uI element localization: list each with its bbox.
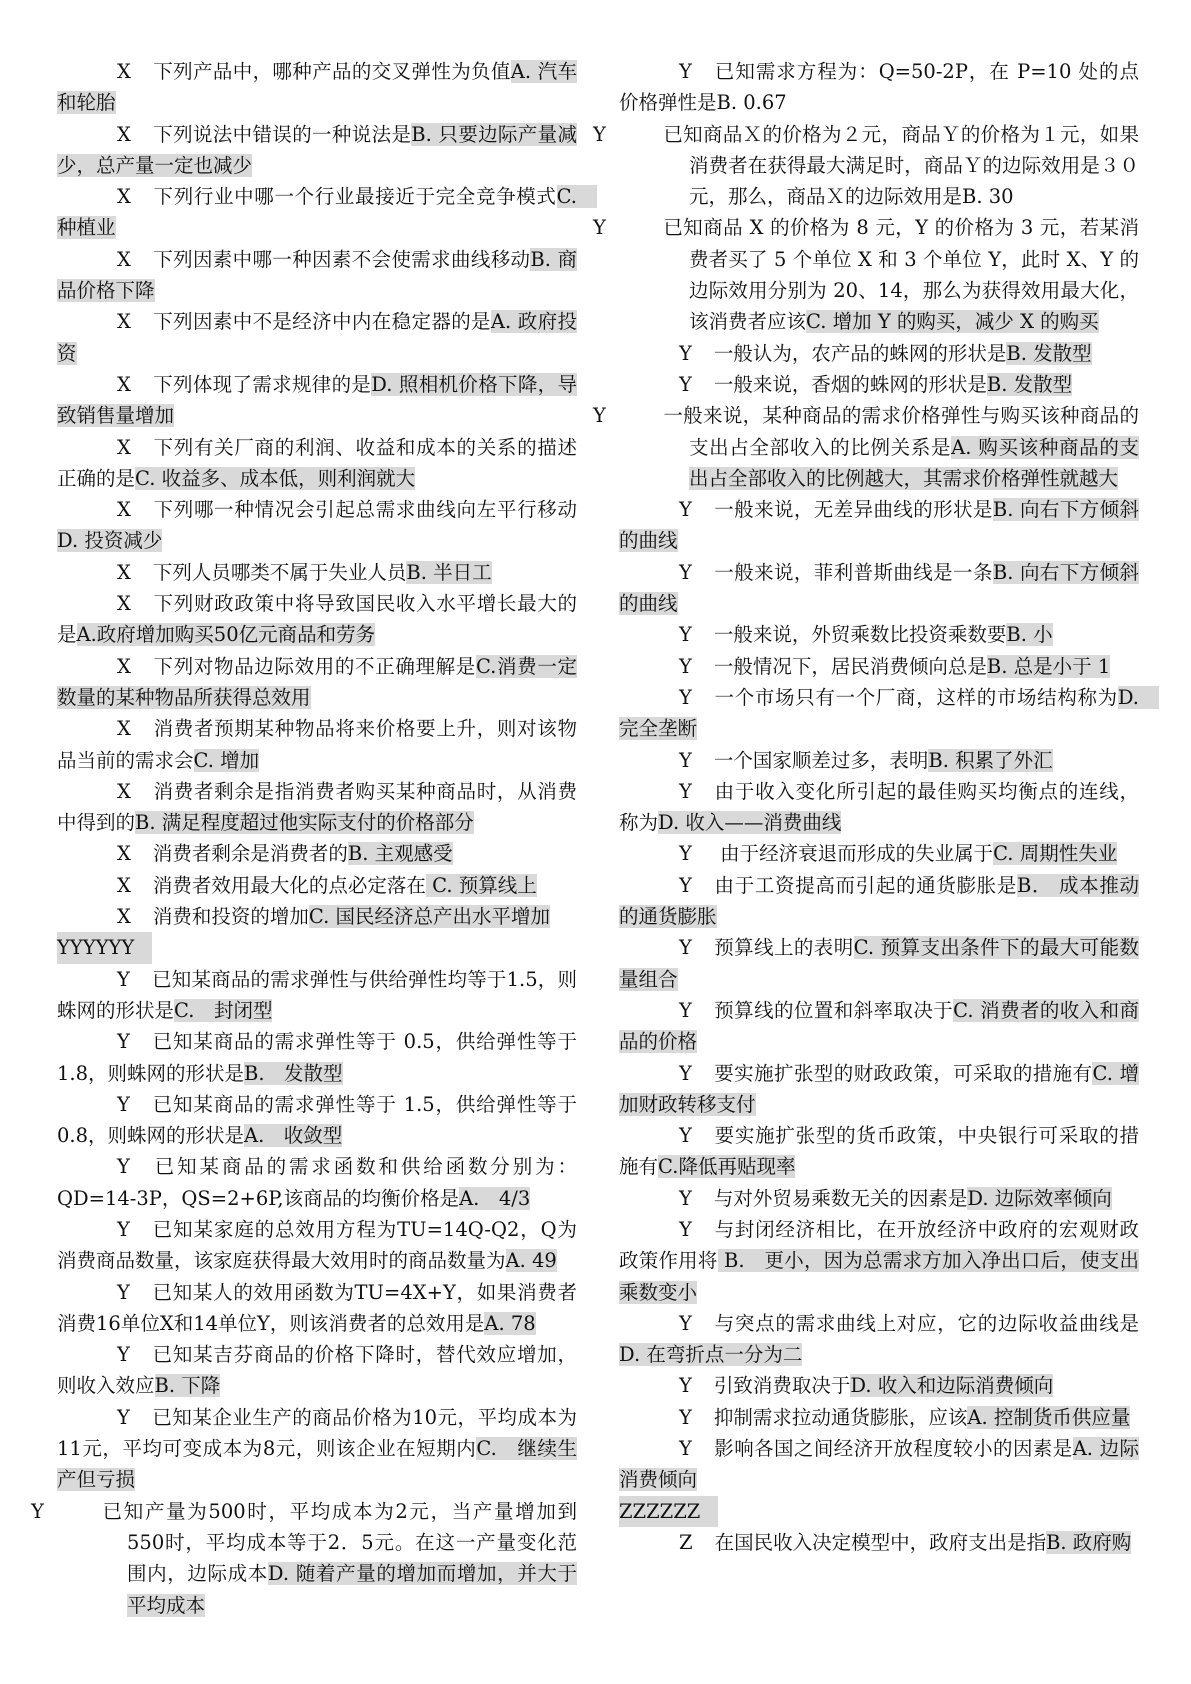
pinyin-letter-tag: Y <box>679 60 692 83</box>
answer-text: B． 成本推动的通货膨胀 <box>619 873 1139 929</box>
answer-text: B. 更小，因为总需求方加入净出口后，使支出乘数变小 <box>619 1249 1139 1304</box>
answer-text: A. 汽车和轮胎 <box>57 60 577 115</box>
question-entry <box>619 1214 1139 1308</box>
question-text: 与封闭经济相比，在开放经济中政府的宏观财政政策作用将 <box>619 1217 1139 1273</box>
question-entry <box>619 1402 1139 1433</box>
question-entry <box>57 119 577 182</box>
question-entry <box>57 1089 577 1152</box>
answer-text: D. 收入和边际消费倾向 <box>850 1374 1054 1398</box>
pinyin-letter-tag: X <box>117 122 131 146</box>
answer-text: B. 商品价格下降 <box>57 247 577 303</box>
answer-text: B. 半日工 <box>406 560 492 584</box>
answer-text: D. 完全垄断 <box>619 685 1159 741</box>
question-entry <box>619 1527 1139 1558</box>
question-entry <box>57 244 577 307</box>
answer-text: B. 发散型 <box>1006 341 1092 365</box>
answer-text: A. 49 <box>505 1249 557 1273</box>
pinyin-letter-tag: Y <box>679 498 692 522</box>
question-text: 要实施扩张型的财政政策，可采取的措施有 <box>713 1061 1093 1085</box>
pinyin-letter-tag: Y <box>679 779 692 803</box>
answer-text: B. 只要边际产量减少，总产量一定也减少 <box>57 122 577 177</box>
question-text: 下列人员哪类不属于失业人员 <box>152 560 407 584</box>
answer-text: C. 继续生产但亏损 <box>57 1437 577 1492</box>
pinyin-letter-tag: Y <box>679 685 692 709</box>
pinyin-letter-tag: Y <box>679 1374 692 1398</box>
question-text: 已知商品Ｘ的价格为２元，商品Ｙ的价格为１元，如果消费者在获得最大满足时，商品Ｙ的边际效用是３０元，那么，商品Ｘ的边际效用是 <box>663 122 1139 209</box>
question-text: 下列说法中错误的一种说法是 <box>152 122 412 146</box>
question-text: 已知商品 X 的价格为 8 元，Y 的价格为 3 元，若某消费者买了 5 个单位 X 和 3 个单位 Y，此时 X、Y 的边际效用分别为 20、14，那么为获得效用最大化，该消费者应该 <box>663 216 1139 334</box>
question-text: 消费者效用最大化的点必定落在 <box>152 873 426 897</box>
question-text: 一般来说，香烟的蛛网的形状是 <box>713 372 987 396</box>
question-text: 消费和投资的增加 <box>152 905 309 929</box>
answer-text: B. 向右下方倾斜的曲线 <box>619 560 1139 616</box>
pinyin-letter-tag: Y <box>679 842 692 866</box>
question-text: 与突点的需求曲线上对应，它的边际收益曲线是 <box>713 1311 1139 1335</box>
question-text: 下列有关厂商的利润、收益和成本的关系的描述正确的是 <box>57 435 577 490</box>
question-text: 由于经济衰退而形成的失业属于 <box>713 842 994 866</box>
pinyin-letter-tag: X <box>117 185 131 209</box>
question-text: 已知某人的效用函数为TU=4X+Y，如果消费者消费16单位X和14单位Y，则该消费者的总效用是 <box>57 1280 577 1335</box>
question-text: 消费者剩余是消费者的 <box>152 842 348 866</box>
section-separator <box>619 1496 1139 1527</box>
pinyin-letter-tag: Y <box>679 1061 692 1085</box>
question-text: 已知产量为500时，平均成本为2元，当产量增加到550时，平均成本等于2．5元。在这一产量变化范围内，边际成本 <box>101 1499 577 1586</box>
answer-text: B. 向右下方倾斜的曲线 <box>619 498 1139 553</box>
right-column <box>593 56 1159 1558</box>
answer-text: B. 小 <box>1006 623 1053 647</box>
question-entry <box>57 494 577 557</box>
section-letter-marker: ZZZZZZ <box>619 1496 718 1527</box>
question-text: 由于收入变化所引起的最佳购买均衡点的连线，称为 <box>619 779 1139 835</box>
pinyin-letter-tag: X <box>117 654 131 678</box>
answer-text: C. 增加财政转移支付 <box>619 1061 1139 1116</box>
question-text: 影响各国之间经济开放程度较小的因素是 <box>713 1437 1073 1461</box>
answer-text: B. 积累了外汇 <box>928 748 1053 772</box>
pinyin-letter-tag: Y <box>679 998 692 1022</box>
question-entry <box>619 494 1139 557</box>
answer-text: C. 周期性失业 <box>993 842 1118 866</box>
answer-text: D. 收入——消费曲线 <box>658 811 842 835</box>
question-text: 下列产品中，哪种产品的交叉弹性为负值 <box>152 60 511 83</box>
pinyin-letter-tag: X <box>117 905 131 929</box>
answer-text: A. 78 <box>484 1311 536 1335</box>
question-entry <box>57 56 577 119</box>
pinyin-letter-tag: Y <box>117 1343 130 1367</box>
question-text: 已知某商品的需求弹性与供给弹性均等于1.5，则蛛网的形状是 <box>57 967 577 1022</box>
question-text: 已知需求方程为：Q=50-2P，在 P=10 处的点价格弹性是 <box>619 60 1139 115</box>
question-entry <box>619 682 1159 745</box>
question-text: 已知某家庭的总效用方程为TU=14Q-Q2，Q为消费商品数量，该家庭获得最大效用时的商品数量为 <box>57 1217 577 1273</box>
question-entry <box>57 557 577 588</box>
question-text: 下列哪一种情况会引起总需求曲线向左平行移动 <box>152 498 577 522</box>
question-entry <box>619 1120 1139 1183</box>
section-letter-marker: YYYYYY <box>57 932 152 963</box>
question-entry <box>57 432 577 495</box>
question-entry <box>57 588 577 651</box>
answer-text: C.消费一定数量的某种物品所获得总效用 <box>57 654 577 709</box>
pinyin-letter-tag: X <box>117 372 131 396</box>
answer-text: B. 政府购 <box>1046 1530 1132 1554</box>
pinyin-letter-tag: Y <box>117 967 130 991</box>
question-entry <box>619 1058 1139 1121</box>
question-text: 下列体现了需求规律的是 <box>152 372 372 396</box>
pinyin-letter-tag: X <box>117 873 131 897</box>
pinyin-letter-tag: Y <box>117 1030 130 1054</box>
question-text: 消费者预期某种物品将来价格要上升，则对该物品当前的需求会 <box>57 717 577 772</box>
question-entry <box>57 870 577 901</box>
pinyin-letter-tag: Y <box>117 1405 130 1429</box>
question-entry <box>57 776 577 839</box>
answer-text: D. 边际效率倾向 <box>967 1186 1112 1210</box>
question-entry: Y 已知商品 X 的价格为 8 元，Y 的价格为 3 元，若某消费者买了 5 个单位 X 和 3 个单位 Y，此时 X、Y 的边际效用分别为 20、14，那么为获得效用最大化，该消费者应该C. 增加 Y 的购买，减少 X 的购买 <box>593 216 1139 334</box>
question-entry <box>619 1183 1139 1214</box>
question-entry <box>619 557 1139 620</box>
pinyin-letter-tag: X <box>117 592 131 616</box>
pinyin-letter-tag: Y <box>679 1124 692 1148</box>
answer-text: A. 4/3 <box>459 1186 531 1210</box>
question-text: 下列财政政策中将导致国民收入水平增长最大的是 <box>57 592 577 647</box>
question-entry <box>619 745 1139 776</box>
question-entry <box>57 181 597 244</box>
question-entry <box>57 964 577 1027</box>
answer-text: A.政府增加购买50亿元商品和劳务 <box>76 623 376 647</box>
answer-text: A. 政府投资 <box>57 310 577 365</box>
pinyin-letter-tag: Y <box>679 1437 692 1461</box>
pinyin-letter-tag: Y <box>679 623 692 647</box>
pinyin-letter-tag: Y <box>679 1405 692 1429</box>
pinyin-letter-tag: Y <box>679 372 692 396</box>
question-text: 消费者剩余是指消费者购买某种商品时，从消费中得到的 <box>57 779 577 835</box>
question-entry <box>619 56 1139 119</box>
answer-text: B. 下降 <box>154 1374 221 1398</box>
pinyin-letter-tag: X <box>117 842 131 866</box>
question-entry <box>57 651 577 714</box>
question-text: 下列因素中不是经济中内在稳定器的是 <box>152 310 491 334</box>
pinyin-letter-tag: X <box>117 60 131 83</box>
question-text: 一个国家顺差过多，表明 <box>713 748 929 772</box>
answer-text: A. 控制货币供应量 <box>967 1405 1131 1429</box>
question-entry <box>619 1370 1139 1401</box>
question-entry <box>57 1402 577 1496</box>
pinyin-letter-tag: Y <box>117 1155 130 1179</box>
question-text: 下列行业中哪一个行业最接近于完全竞争模式 <box>152 185 557 209</box>
pinyin-letter-tag: Y <box>679 748 692 772</box>
question-entry <box>57 369 577 432</box>
question-text: 一个市场只有一个厂商，这样的市场结构称为 <box>713 685 1118 709</box>
answer-text: D. 投资减少 <box>57 529 163 553</box>
answer-text: C. 收益多、成本低，则利润就大 <box>135 466 416 490</box>
question-entry <box>619 651 1139 682</box>
pinyin-letter-tag: X <box>117 498 131 522</box>
question-entry: Y 已知产量为500时，平均成本为2元，当产量增加到550时，平均成本等于2．5元。在这一产量变化范围内，边际成本D. 随着产量的增加而增加，并大于平均成本 <box>31 1499 577 1617</box>
answer-text: A. 边际消费倾向 <box>619 1437 1139 1492</box>
answer-text: D. 随着产量的增加而增加，并大于平均成本 <box>127 1562 577 1617</box>
question-text: 由于工资提高而引起的通货膨胀是 <box>713 873 1017 897</box>
question-text: 下列对物品边际效用的不正确理解是 <box>152 654 476 678</box>
question-entry <box>619 995 1139 1058</box>
pinyin-letter-tag: Y <box>679 1311 692 1335</box>
pinyin-letter-tag: X <box>117 717 131 741</box>
question-text: 下列因素中哪一种因素不会使需求曲线移动 <box>152 247 531 271</box>
question-text: 已知某商品的需求弹性等于 0.5，供给弹性等于1.8，则蛛网的形状是 <box>57 1030 577 1085</box>
question-text: 已知某商品的需求弹性等于 1.5，供给弹性等于0.8，则蛛网的形状是 <box>57 1092 577 1148</box>
pinyin-letter-tag: Y <box>679 1217 692 1241</box>
pinyin-letter-tag: Y <box>679 560 692 584</box>
answer-text: B. 发散型 <box>986 372 1073 396</box>
question-entry <box>619 838 1139 869</box>
answer-text: C.降低再贴现率 <box>658 1155 796 1179</box>
answer-text: C. 封闭型 <box>174 998 273 1022</box>
question-entry <box>619 776 1139 839</box>
pinyin-letter-tag: Z <box>679 1530 693 1554</box>
question-text: 与对外贸易乘数无关的因素是 <box>713 1186 968 1210</box>
answer-text: C. 增加 <box>193 748 260 772</box>
answer-text: C. 消费者的收入和商品的价格 <box>619 998 1139 1054</box>
question-entry <box>619 932 1139 995</box>
question-text: 预算线上的表明 <box>713 936 854 960</box>
question-entry <box>619 1433 1139 1496</box>
question-text: 已知某吉芬商品的价格下降时，替代效应增加，则收入效应 <box>57 1343 577 1398</box>
question-entry <box>619 870 1139 933</box>
question-entry <box>57 1277 577 1340</box>
left-column <box>31 56 597 1621</box>
question-text: 预算线的位置和斜率取决于 <box>713 998 954 1022</box>
answer-text: C. 预算线上 <box>425 873 537 897</box>
question-text: 一般来说，外贸乘数比投资乘数要 <box>713 623 1007 647</box>
pinyin-letter-tag: Y <box>117 1280 130 1304</box>
question-text: 在国民收入决定模型中，政府支出是指 <box>714 1530 1047 1554</box>
answer-text: C. 预算支出条件下的最大可能数量组合 <box>619 936 1139 991</box>
question-text: 一般认为，农产品的蛛网的形状是 <box>713 341 1007 365</box>
answer-text: C. 增加 Y 的购买，减少 X 的购买 <box>806 310 1099 334</box>
question-text: 一般来说，某种商品的需求价格弹性与购买该种商品的支出占全部收入的比例关系是 <box>663 404 1139 459</box>
question-entry <box>57 306 577 369</box>
question-entry <box>57 1026 577 1089</box>
pinyin-letter-tag: Y <box>117 1092 130 1116</box>
answer-text: A. 收敛型 <box>244 1124 343 1148</box>
question-entry <box>57 838 577 869</box>
answer-text: C. 种植业 <box>57 185 597 240</box>
question-entry <box>619 619 1139 650</box>
answer-text: C. 国民经济总产出水平增加 <box>308 905 551 929</box>
answer-text: B. 0.67 <box>716 91 787 115</box>
pinyin-letter-tag: X <box>117 247 131 271</box>
question-text: 一般情况下，居民消费倾向总是 <box>713 654 987 678</box>
question-text: 抑制需求拉动通货膨胀，应该 <box>713 1405 968 1429</box>
question-entry: Y 已知商品Ｘ的价格为２元，商品Ｙ的价格为１元，如果消费者在获得最大满足时，商品Ｙ的边际效用是３０元，那么，商品Ｘ的边际效用是B. 30 <box>593 122 1139 209</box>
pinyin-letter-tag: Y <box>679 936 692 960</box>
question-text: 一般来说，菲利普斯曲线是一条 <box>713 560 993 584</box>
pinyin-letter-tag: X <box>117 779 131 803</box>
question-entry <box>619 1308 1139 1371</box>
pinyin-letter-tag: Y <box>117 1217 130 1241</box>
pinyin-letter-tag: X <box>117 560 131 584</box>
question-entry <box>619 338 1139 369</box>
answer-text: B. 主观感受 <box>347 842 453 866</box>
pinyin-letter-tag: X <box>117 435 131 459</box>
question-text: 一般来说，无差异曲线的形状是 <box>713 498 993 522</box>
answer-text: B. 总是小于 1 <box>986 654 1111 678</box>
pinyin-letter-tag: X <box>117 310 131 334</box>
pinyin-letter-tag: Y <box>679 341 692 365</box>
question-text: 引致消费取决于 <box>713 1374 851 1398</box>
pinyin-letter-tag: Y <box>679 1186 692 1210</box>
answer-text: D. 在弯折点一分为二 <box>619 1343 803 1367</box>
question-entry <box>57 1339 577 1402</box>
answer-text: A. 购买该种商品的支出占全部收入的比例越大，其需求价格弹性就越大 <box>689 435 1139 490</box>
question-text: 已知某商品的需求函数和供给函数分别为：QD=14-3P，QS=2+6P,该商品的均衡价格是 <box>57 1155 577 1210</box>
question-entry <box>619 369 1139 400</box>
question-text: 已知某企业生产的商品价格为10元，平均成本为11元，平均可变成本为8元，则该企业在短期内 <box>57 1405 577 1461</box>
question-text: 要实施扩张型的货币政策，中央银行可采取的措施有 <box>619 1124 1139 1179</box>
answer-text: B. 30 <box>962 185 1014 209</box>
answer-text: B. 满足程度超过他实际支付的价格部分 <box>135 811 474 835</box>
answer-text: B. 发散型 <box>244 1061 343 1085</box>
pinyin-letter-tag: Y <box>679 873 692 897</box>
question-entry <box>57 901 577 932</box>
question-entry: Y 一般来说，某种商品的需求价格弹性与购买该种商品的支出占全部收入的比例关系是A. 购买该种商品的支出占全部收入的比例越大，其需求价格弹性就越大 <box>593 404 1139 490</box>
pinyin-letter-tag: Y <box>679 654 692 678</box>
question-entry <box>57 713 577 776</box>
section-separator <box>57 932 577 963</box>
question-entry <box>57 1151 577 1214</box>
question-entry <box>57 1214 577 1277</box>
answer-text: D. 照相机价格下降，导致销售量增加 <box>57 372 577 428</box>
